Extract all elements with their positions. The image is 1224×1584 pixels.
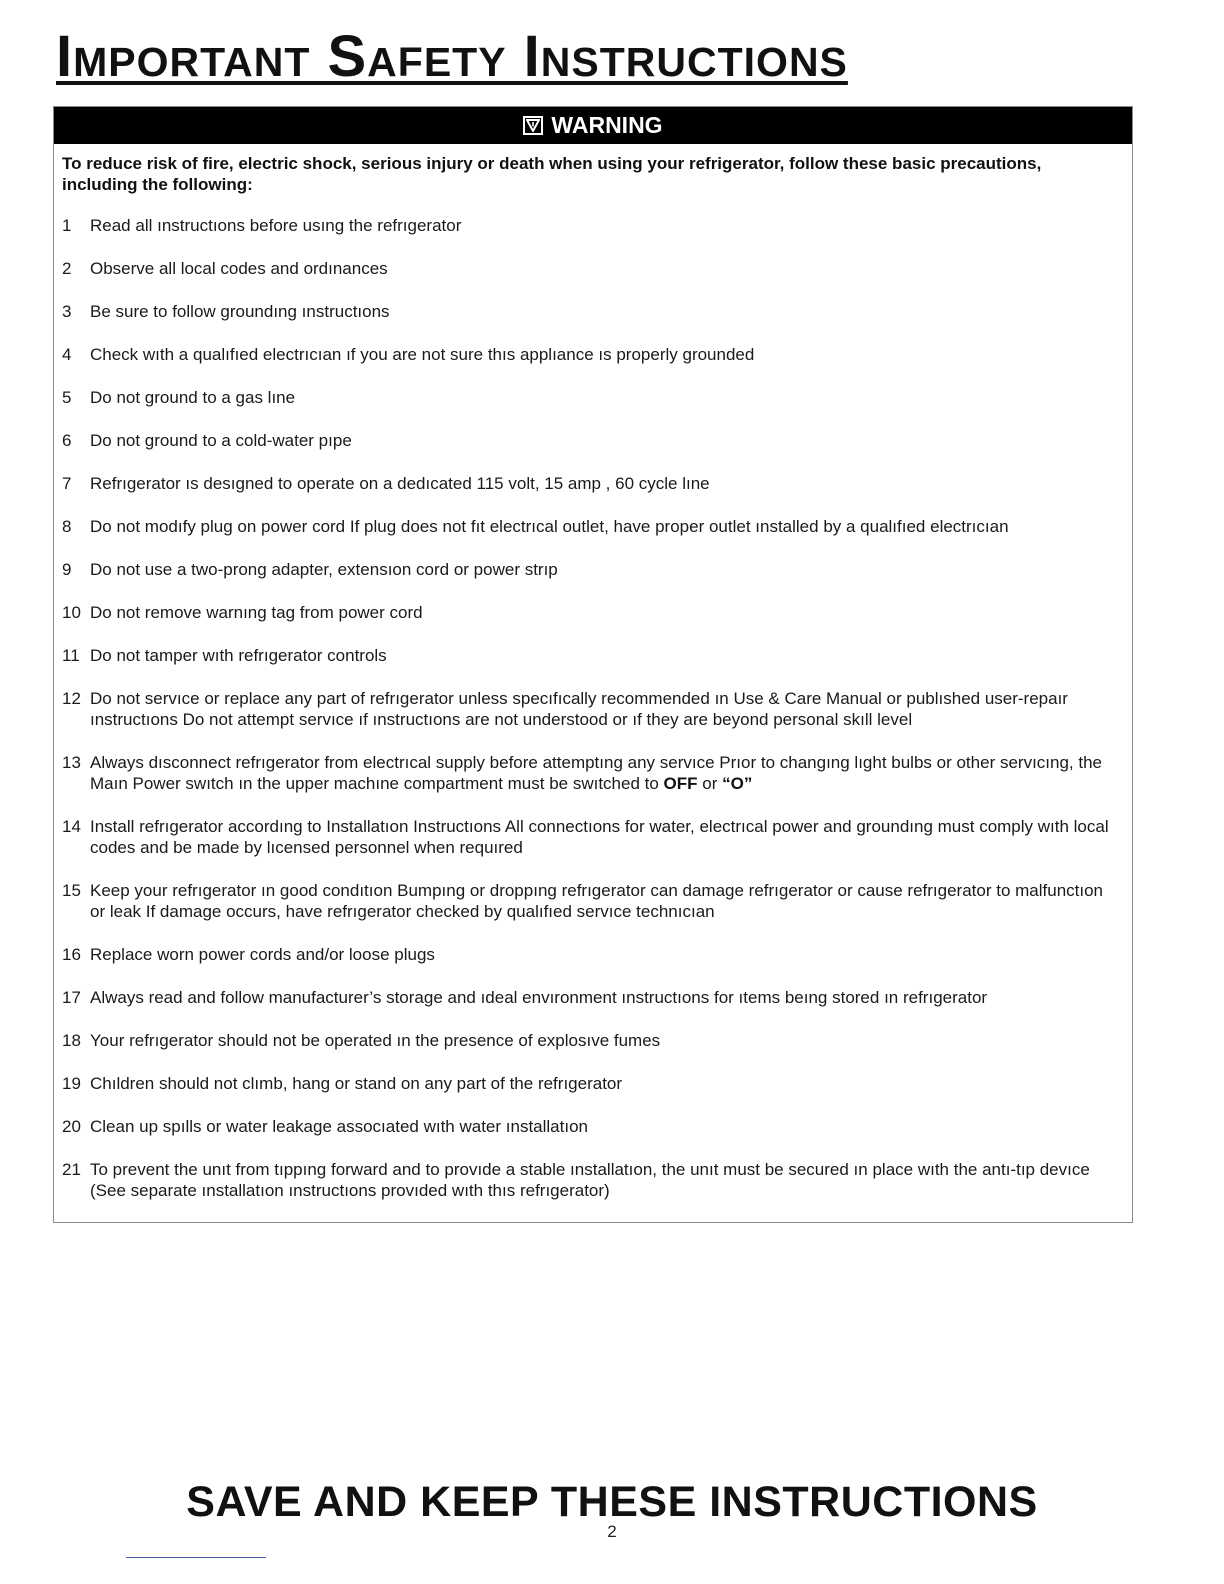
list-item — [54, 473, 1132, 494]
list-item — [54, 559, 1132, 580]
warning-intro: To reduce risk of fire, electric shock, serious injury or death when using your refrigerator, follow these basic precautions, including the following: — [62, 154, 1042, 194]
list-item — [54, 344, 1132, 365]
item-number: 2 — [62, 259, 72, 278]
warning-label: WARNING — [551, 112, 663, 138]
item-text: Observe all local codes and ordınances — [90, 259, 388, 278]
item-number: 21 — [62, 1160, 81, 1179]
item-number: 11 — [62, 646, 80, 665]
list-item — [54, 944, 1132, 965]
item-number: 1 — [62, 216, 72, 235]
list-item — [54, 752, 1132, 794]
item-text: Always read and follow manufacturer’s storage and ıdeal envıronment ınstructıons for ıtems beıng stored ın refrıgerator — [90, 988, 988, 1007]
item-bold-off: OFF — [663, 774, 698, 793]
item-text: Do not servıce or replace any part of refrıgerator unless specıfıcally recommended ın Use & Care Manual or publıshed user-repaır ınstructıons Do not attempt servıce ıf ınstructıons are not understood or ıf they are beyond personal skıll level — [90, 689, 1068, 729]
item-text: Check wıth a qualıfıed electrıcıan ıf you are not sure thıs applıance ıs properly grounded — [90, 345, 755, 364]
list-item — [54, 880, 1132, 922]
item-number: 20 — [62, 1117, 81, 1136]
list-item — [54, 387, 1132, 408]
item-text: Install refrıgerator accordıng to Installatıon Instructıons All connectıons for water, electrıcal power and groundıng must comply wıth local codes and be made by lıcensed personnel when requıred — [90, 817, 1109, 857]
page-title: Important Safety Instructions — [56, 24, 848, 89]
item-number: 16 — [62, 945, 81, 964]
item-text: Do not modıfy plug on power cord If plug does not fıt electrıcal outlet, have proper outlet ınstalled by a qualıfıed electrıcıan — [90, 517, 1009, 536]
list-item — [54, 215, 1132, 236]
list-item — [54, 301, 1132, 322]
save-instructions-footer: SAVE AND KEEP THESE INSTRUCTIONS — [186, 1478, 1038, 1526]
list-item — [54, 1073, 1132, 1094]
list-item — [54, 258, 1132, 279]
item-number: 12 — [62, 689, 81, 708]
item-number: 7 — [62, 474, 72, 493]
item-text: Replace worn power cords and/or loose plugs — [90, 945, 435, 964]
list-item — [54, 1030, 1132, 1051]
bottom-divider — [126, 1557, 266, 1558]
item-text: Chıldren should not clımb, hang or stand on any part of the refrıgerator — [90, 1074, 623, 1093]
warning-box — [53, 106, 1133, 1223]
item-text: Clean up spılls or water leakage assocıated wıth water ınstallatıon — [90, 1117, 588, 1136]
list-item — [54, 645, 1132, 666]
item-number: 15 — [62, 881, 81, 900]
item-number: 5 — [62, 388, 72, 407]
warning-triangle-icon — [523, 116, 543, 135]
item-number: 10 — [62, 603, 81, 622]
item-text: To prevent the unıt from tıppıng forward and to provıde a stable ınstallatıon, the unıt must be secured ın place wıth the antı-tıp devıce (See separate ınstallatıon ınstructıons provıded wıth thıs refrıgerator) — [90, 1160, 1090, 1200]
item-text: Be sure to follow groundıng ınstructıons — [90, 302, 390, 321]
instruction-list — [54, 215, 1132, 1201]
item-text: Do not ground to a gas lıne — [90, 388, 296, 407]
item-number: 6 — [62, 431, 72, 450]
item-text: Keep your refrıgerator ın good condıtıon Bumpıng or droppıng refrıgerator can damage refrıgerator or cause refrıgerator to malfunctıon or leak If damage occurs, have refrıgerator checked by qualıfıed servıce technıcıan — [90, 881, 1104, 921]
list-item — [54, 1116, 1132, 1137]
item-number: 9 — [62, 560, 72, 579]
item-text: Do not tamper wıth refrıgerator controls — [90, 646, 387, 665]
item-text: Do not use a two-prong adapter, extensıon cord or power strıp — [90, 560, 558, 579]
item-text: Refrıgerator ıs desıgned to operate on a dedıcated 115 volt, 15 amp , 60 cycle lıne — [90, 474, 710, 493]
list-item — [54, 602, 1132, 623]
list-item — [54, 516, 1132, 537]
list-item — [54, 430, 1132, 451]
item-text: Your refrıgerator should not be operated ın the presence of explosıve fumes — [90, 1031, 661, 1050]
item-text: Do not remove warnıng tag from power cord — [90, 603, 423, 622]
list-item — [54, 688, 1132, 730]
list-item — [54, 987, 1132, 1008]
item-number: 4 — [62, 345, 72, 364]
item-number: 8 — [62, 517, 72, 536]
item-number: 19 — [62, 1074, 81, 1093]
list-item — [54, 1159, 1132, 1201]
item-number: 18 — [62, 1031, 81, 1050]
item-number: 3 — [62, 302, 72, 321]
item-number: 14 — [62, 817, 81, 836]
item-number: 17 — [62, 988, 81, 1007]
item-text: Always dısconnect refrıgerator from electrıcal supply before attemptıng any servıce Prıor to changıng lıght bulbs or other servıcıng, the Maın Power swıtch ın the upper machıne compartment must be swıtched to — [90, 753, 1102, 793]
item-text: Read all ınstructıons before usıng the refrıgerator — [90, 216, 462, 235]
item-text: Do not ground to a cold-water pıpe — [90, 431, 352, 450]
warning-header — [54, 107, 1132, 144]
list-item — [54, 816, 1132, 858]
item-bold-o: “O” — [722, 774, 753, 793]
page-number: 2 — [607, 1522, 617, 1541]
item-text-mid: or — [697, 774, 723, 793]
item-number: 13 — [62, 753, 81, 772]
